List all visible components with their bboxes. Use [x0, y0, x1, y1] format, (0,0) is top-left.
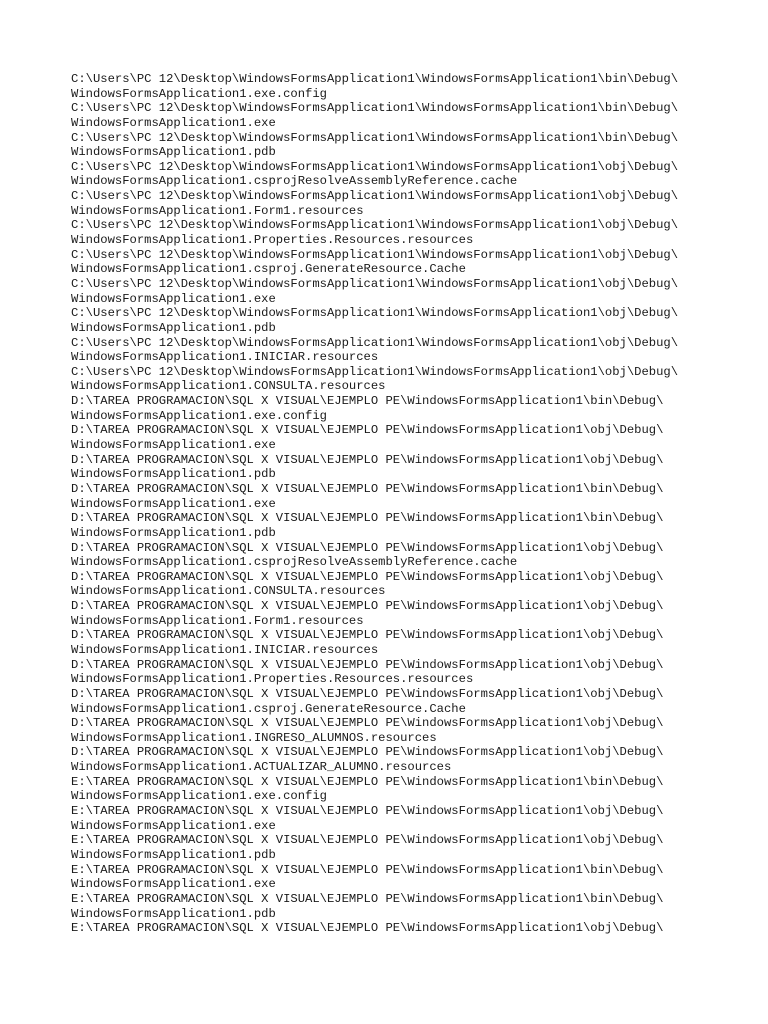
file-name-line: WindowsFormsApplication1.pdb: [71, 320, 276, 335]
path-line: D:\TAREA PROGRAMACION\SQL X VISUAL\EJEMPLO PE\WindowsFormsApplication1\obj\Debug\: [71, 569, 664, 584]
file-name-line: WindowsFormsApplication1.exe.config: [71, 789, 327, 804]
path-line: E:\TAREA PROGRAMACION\SQL X VISUAL\EJEMPLO PE\WindowsFormsApplication1\bin\Debug\: [71, 774, 664, 789]
file-name-line: WindowsFormsApplication1.exe: [71, 438, 276, 453]
file-name-line: WindowsFormsApplication1.Form1.resources: [71, 203, 364, 218]
file-name-line: WindowsFormsApplication1.exe: [71, 496, 276, 511]
file-name-line: WindowsFormsApplication1.pdb: [71, 847, 276, 862]
path-line: C:\Users\PC 12\Desktop\WindowsFormsApplication1\WindowsFormsApplication1\obj\Debug\: [71, 189, 679, 204]
path-line: D:\TAREA PROGRAMACION\SQL X VISUAL\EJEMPLO PE\WindowsFormsApplication1\bin\Debug\: [71, 511, 664, 526]
file-name-line: WindowsFormsApplication1.pdb: [71, 525, 276, 540]
file-name-line: WindowsFormsApplication1.pdb: [71, 145, 276, 160]
path-line: D:\TAREA PROGRAMACION\SQL X VISUAL\EJEMPLO PE\WindowsFormsApplication1\obj\Debug\: [71, 745, 664, 760]
file-name-line: WindowsFormsApplication1.pdb: [71, 906, 276, 921]
file-name-line: WindowsFormsApplication1.Properties.Resources.resources: [71, 672, 474, 687]
file-name-line: WindowsFormsApplication1.INGRESO_ALUMNOS.resources: [71, 730, 437, 745]
path-line: C:\Users\PC 12\Desktop\WindowsFormsApplication1\WindowsFormsApplication1\bin\Debug\: [71, 130, 679, 145]
path-line: C:\Users\PC 12\Desktop\WindowsFormsApplication1\WindowsFormsApplication1\obj\Debug\: [71, 335, 679, 350]
file-name-line: WindowsFormsApplication1.csprojResolveAssemblyReference.cache: [71, 174, 518, 189]
path-line: D:\TAREA PROGRAMACION\SQL X VISUAL\EJEMPLO PE\WindowsFormsApplication1\bin\Debug\: [71, 394, 664, 409]
file-name-line: WindowsFormsApplication1.exe: [71, 818, 276, 833]
path-line: E:\TAREA PROGRAMACION\SQL X VISUAL\EJEMPLO PE\WindowsFormsApplication1\obj\Debug\: [71, 921, 664, 936]
path-line: E:\TAREA PROGRAMACION\SQL X VISUAL\EJEMPLO PE\WindowsFormsApplication1\obj\Debug\: [71, 833, 664, 848]
path-line: D:\TAREA PROGRAMACION\SQL X VISUAL\EJEMPLO PE\WindowsFormsApplication1\obj\Debug\: [71, 599, 664, 614]
path-line: E:\TAREA PROGRAMACION\SQL X VISUAL\EJEMPLO PE\WindowsFormsApplication1\bin\Debug\: [71, 862, 664, 877]
path-line: D:\TAREA PROGRAMACION\SQL X VISUAL\EJEMPLO PE\WindowsFormsApplication1\obj\Debug\: [71, 628, 664, 643]
file-name-line: WindowsFormsApplication1.exe: [71, 115, 276, 130]
path-line: C:\Users\PC 12\Desktop\WindowsFormsApplication1\WindowsFormsApplication1\bin\Debug\: [71, 101, 679, 116]
path-line: C:\Users\PC 12\Desktop\WindowsFormsApplication1\WindowsFormsApplication1\obj\Debug\: [71, 364, 679, 379]
file-name-line: WindowsFormsApplication1.Properties.Resources.resources: [71, 233, 474, 248]
path-line: E:\TAREA PROGRAMACION\SQL X VISUAL\EJEMPLO PE\WindowsFormsApplication1\bin\Debug\: [71, 891, 664, 906]
path-line: D:\TAREA PROGRAMACION\SQL X VISUAL\EJEMPLO PE\WindowsFormsApplication1\obj\Debug\: [71, 686, 664, 701]
file-name-line: WindowsFormsApplication1.csproj.GenerateResource.Cache: [71, 701, 466, 716]
file-name-line: WindowsFormsApplication1.ACTUALIZAR_ALUMNO.resources: [71, 760, 452, 775]
path-line: D:\TAREA PROGRAMACION\SQL X VISUAL\EJEMPLO PE\WindowsFormsApplication1\bin\Debug\: [71, 481, 664, 496]
file-name-line: WindowsFormsApplication1.exe.config: [71, 86, 327, 101]
path-line: D:\TAREA PROGRAMACION\SQL X VISUAL\EJEMPLO PE\WindowsFormsApplication1\obj\Debug\: [71, 540, 664, 555]
file-name-line: WindowsFormsApplication1.INICIAR.resources: [71, 642, 379, 657]
file-name-line: WindowsFormsApplication1.CONSULTA.resources: [71, 584, 386, 599]
file-name-line: WindowsFormsApplication1.csproj.GenerateResource.Cache: [71, 262, 466, 277]
path-line: C:\Users\PC 12\Desktop\WindowsFormsApplication1\WindowsFormsApplication1\obj\Debug\: [71, 306, 679, 321]
file-list-document: [71, 72, 751, 936]
file-name-line: WindowsFormsApplication1.exe: [71, 877, 276, 892]
file-name-line: WindowsFormsApplication1.exe.config: [71, 408, 327, 423]
path-line: C:\Users\PC 12\Desktop\WindowsFormsApplication1\WindowsFormsApplication1\bin\Debug\: [71, 72, 679, 86]
file-name-line: WindowsFormsApplication1.INICIAR.resources: [71, 350, 379, 365]
path-line: D:\TAREA PROGRAMACION\SQL X VISUAL\EJEMPLO PE\WindowsFormsApplication1\obj\Debug\: [71, 423, 664, 438]
path-line: C:\Users\PC 12\Desktop\WindowsFormsApplication1\WindowsFormsApplication1\obj\Debug\: [71, 247, 679, 262]
file-name-line: WindowsFormsApplication1.csprojResolveAssemblyReference.cache: [71, 555, 518, 570]
file-name-line: WindowsFormsApplication1.CONSULTA.resources: [71, 379, 386, 394]
path-line: C:\Users\PC 12\Desktop\WindowsFormsApplication1\WindowsFormsApplication1\obj\Debug\: [71, 218, 679, 233]
file-name-line: WindowsFormsApplication1.Form1.resources: [71, 613, 364, 628]
file-name-line: WindowsFormsApplication1.exe: [71, 291, 276, 306]
path-line: D:\TAREA PROGRAMACION\SQL X VISUAL\EJEMPLO PE\WindowsFormsApplication1\obj\Debug\: [71, 657, 664, 672]
file-name-line: WindowsFormsApplication1.pdb: [71, 467, 276, 482]
path-line: E:\TAREA PROGRAMACION\SQL X VISUAL\EJEMPLO PE\WindowsFormsApplication1\obj\Debug\: [71, 804, 664, 819]
path-line: D:\TAREA PROGRAMACION\SQL X VISUAL\EJEMPLO PE\WindowsFormsApplication1\obj\Debug\: [71, 452, 664, 467]
path-line: C:\Users\PC 12\Desktop\WindowsFormsApplication1\WindowsFormsApplication1\obj\Debug\: [71, 159, 679, 174]
path-line: C:\Users\PC 12\Desktop\WindowsFormsApplication1\WindowsFormsApplication1\obj\Debug\: [71, 276, 679, 291]
path-line: D:\TAREA PROGRAMACION\SQL X VISUAL\EJEMPLO PE\WindowsFormsApplication1\obj\Debug\: [71, 716, 664, 731]
